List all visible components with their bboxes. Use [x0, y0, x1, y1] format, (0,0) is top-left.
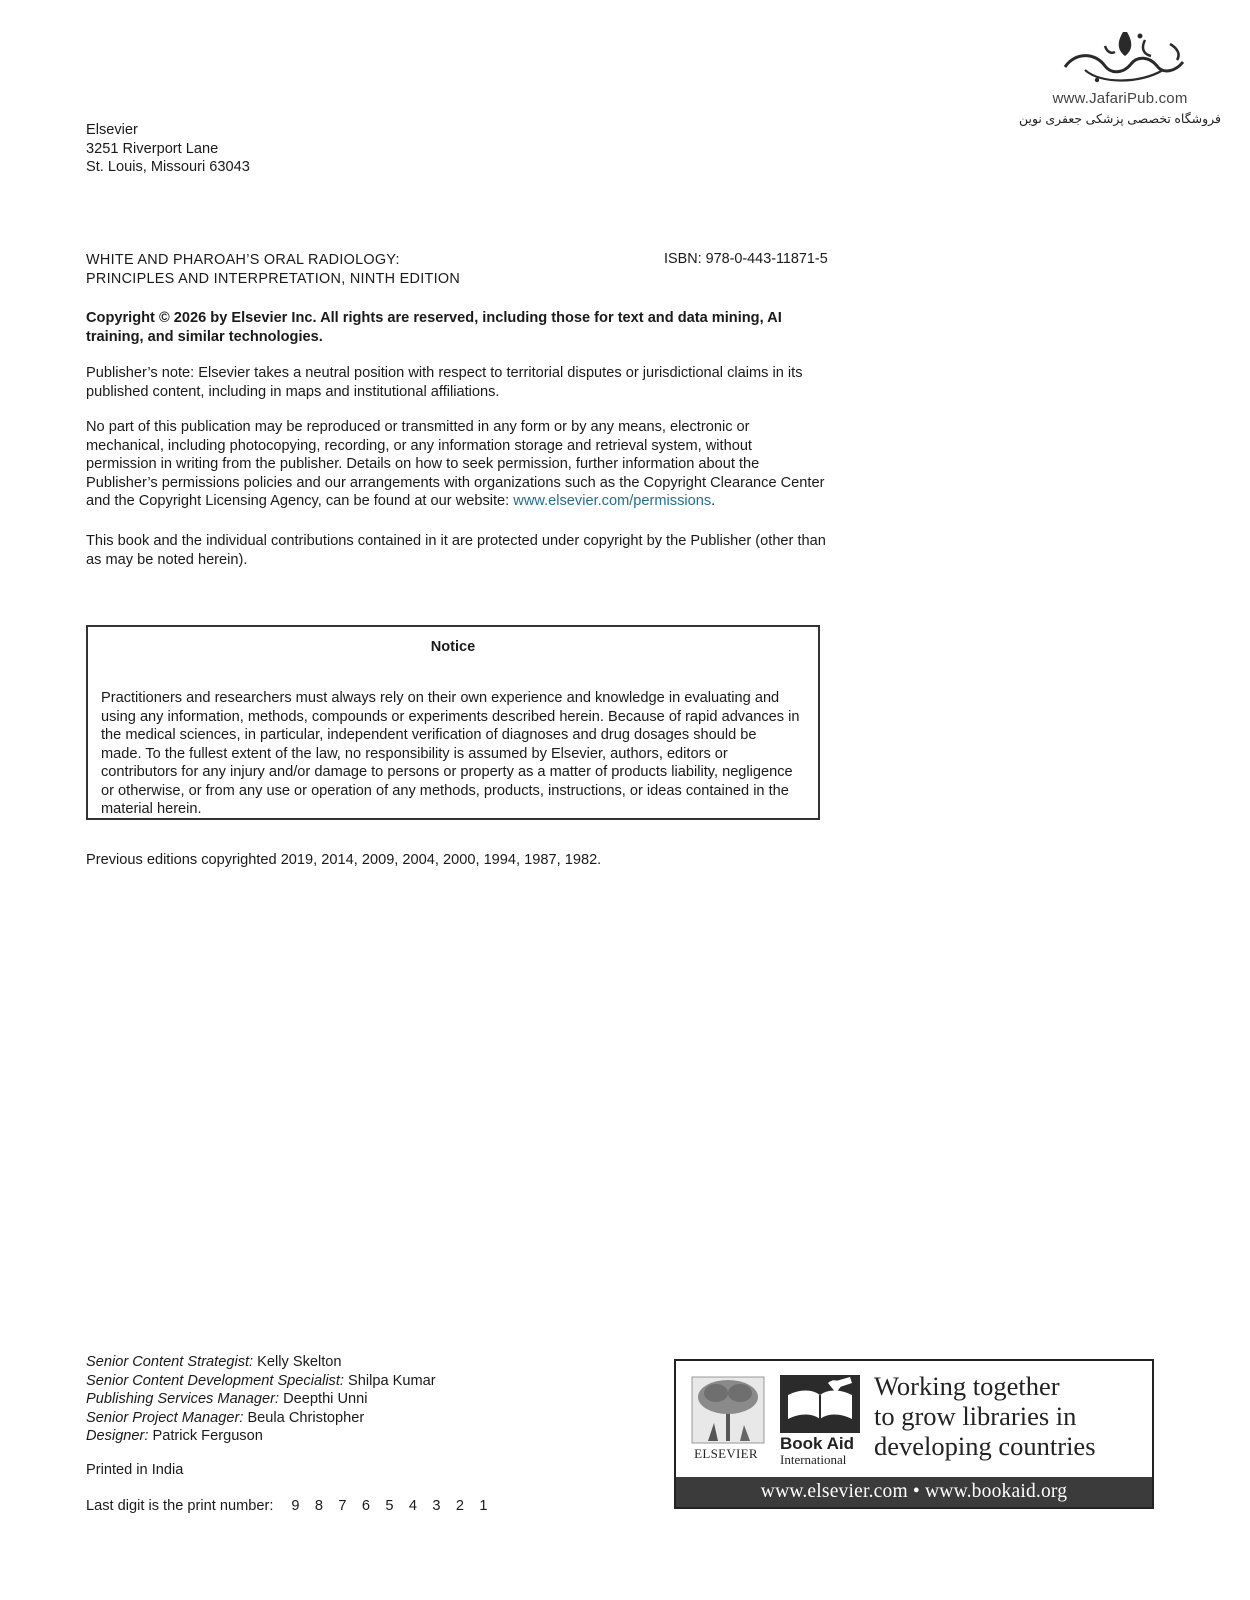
copyright-statement: Copyright © 2026 by Elsevier Inc. All rights are reserved, including those for text and data mining, AI training, and similar technologies. [86, 310, 782, 345]
book-title-line-1: WHITE AND PHAROAH’S ORAL RADIOLOGY: [86, 252, 400, 268]
elsevier-wordmark: ELSEVIER [694, 1446, 758, 1461]
bookaid-tagline-line: to grow libraries in [874, 1401, 1077, 1431]
credit-person: Beula Christopher [247, 1409, 365, 1426]
credits-list [86, 1353, 436, 1446]
watermark [1010, 22, 1230, 142]
isbn: ISBN: 978-0-443-11871-5 [664, 251, 828, 267]
book-title [86, 251, 460, 288]
elsevier-tree-icon [690, 1375, 766, 1445]
credit-role: Senior Project Manager: [86, 1409, 244, 1426]
calligraphy-logo-icon [1045, 22, 1195, 92]
book-aid-wordmark: Book Aid [780, 1434, 854, 1453]
print-digit: 9 [291, 1498, 300, 1514]
print-number-line [86, 1498, 503, 1514]
watermark-url[interactable]: www.JafariPub.com [1052, 90, 1188, 107]
book-aid-international: International [780, 1452, 847, 1467]
credit-person: Patrick Ferguson [152, 1428, 263, 1444]
notice-box [86, 625, 820, 820]
credit-line [86, 1427, 436, 1446]
permissions-link[interactable]: www.elsevier.com/permissions [513, 493, 712, 509]
book-title-line-2: PRINCIPLES AND INTERPRETATION, NINTH EDITION [86, 270, 461, 287]
print-digit: 2 [455, 1498, 465, 1514]
bookaid-banner-top [676, 1361, 1152, 1477]
print-digit: 7 [338, 1498, 347, 1514]
print-number-label: Last digit is the print number: [86, 1498, 274, 1514]
printed-in: Printed in India [86, 1462, 184, 1478]
permissions-text: No part of this publication may be reproduced or transmitted in any form or by any means, electronic or mechanical, including photocopying, recording, or any information storage and retrieval system, without permission in writing from the publisher. Details on how to seek permission, further information about the Publisher’s permissions policies and our arrangements with organizations such as the Copyright Clearance Center and the Copyright Licensing Agency, can be found at our website: [86, 419, 825, 509]
credit-role: Senior Content Development Specialist: [86, 1372, 344, 1389]
book-aid-logo-icon [780, 1375, 860, 1433]
notice-title: Notice [430, 639, 476, 655]
credit-person: Shilpa Kumar [348, 1372, 436, 1389]
credit-line [86, 1409, 436, 1428]
permissions-paragraph [86, 418, 826, 511]
credit-role: Senior Content Strategist: [86, 1354, 254, 1370]
credit-line [86, 1372, 436, 1391]
print-digits [291, 1498, 503, 1514]
print-digit: 4 [408, 1498, 418, 1514]
credit-role: Publishing Services Manager: [86, 1391, 280, 1407]
bookaid-tagline [874, 1371, 1144, 1461]
print-digit: 6 [361, 1498, 371, 1514]
publisher-address [86, 121, 250, 177]
contributions-paragraph: This book and the individual contributions contained in it are protected under copyright by the Publisher (other than as may be noted herein). [86, 533, 826, 568]
bookaid-tagline-line: Working together [874, 1371, 1060, 1401]
bookaid-tagline-line: developing countries [874, 1431, 1096, 1461]
print-digit: 5 [385, 1498, 394, 1514]
credit-role: Designer: [86, 1428, 149, 1444]
credit-line [86, 1390, 436, 1409]
print-digit: 3 [432, 1498, 441, 1514]
bookaid-banner [674, 1359, 1154, 1509]
watermark-tagline: فروشگاه تخصصی پزشکی جعفری نوین [1018, 112, 1222, 126]
bookaid-footer-links[interactable]: www.elsevier.com • www.bookaid.org [676, 1477, 1152, 1507]
permissions-end: . [711, 493, 716, 509]
publisher-city: St. Louis, Missouri 63043 [86, 159, 250, 175]
credit-person: Kelly Skelton [257, 1354, 342, 1370]
credit-line [86, 1353, 436, 1372]
previous-editions: Previous editions copyrighted 2019, 2014, 2009, 2004, 2000, 1994, 1987, 1982. [86, 852, 602, 868]
print-digit: 8 [314, 1498, 324, 1514]
publisher-name: Elsevier [86, 122, 138, 138]
credit-person: Deepthi Unni [283, 1391, 368, 1407]
publishers-note: Publisher’s note: Elsevier takes a neutral position with respect to territorial disputes or jurisdictional claims in its published content, including in maps and institutional affiliations. [86, 365, 803, 400]
notice-text: Practitioners and researchers must always rely on their own experience and knowledge in evaluating and using any information, methods, compounds or experiments described herein. Because of rapid advances in the medical sciences, in particular, independent verification of diagnoses and drug dosages should be made. To the fullest extent of the law, no responsibility is assumed by Elsevier, authors, editors or contributors for any injury and/or damage to persons or property as a matter of products liability, negligence or otherwise, or from any use or operation of any methods, products, instructions, or ideas contained in the material herein. [101, 690, 800, 817]
print-digit: 1 [479, 1498, 488, 1514]
publisher-street: 3251 Riverport Lane [86, 140, 219, 157]
